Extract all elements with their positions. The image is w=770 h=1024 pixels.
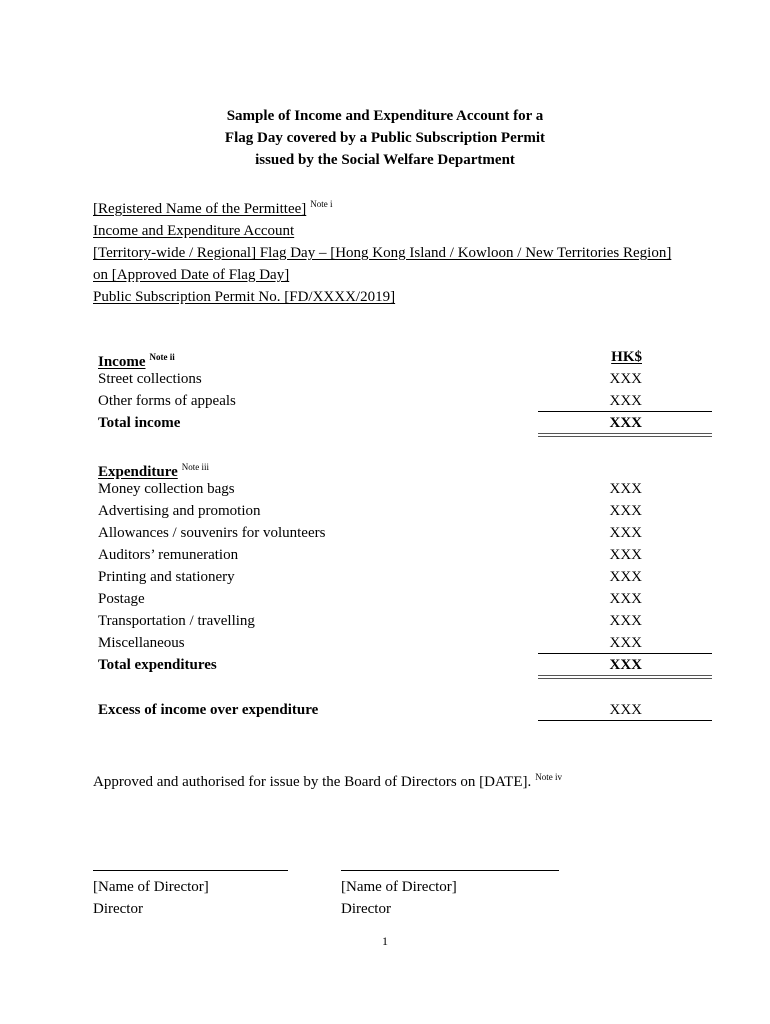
- expenditure-item-label: Money collection bags: [98, 481, 235, 497]
- expenditure-item-row: [98, 544, 712, 566]
- expenditure-item-label: Advertising and promotion: [98, 503, 261, 519]
- expenditure-note: Note iii: [181, 462, 209, 472]
- expenditure-item-row: [98, 566, 712, 588]
- income-item-label: Street collections: [98, 371, 202, 387]
- expenditure-item-row: [98, 478, 712, 500]
- income-note: Note ii: [149, 352, 175, 362]
- title-line-2: Flag Day covered by a Public Subscription Permit: [224, 130, 546, 146]
- flag-day-date: on [Approved Date of Flag Day]: [93, 267, 290, 283]
- permit-number: Public Subscription Permit No. [FD/XXXX/2019]: [93, 289, 396, 305]
- expenditure-heading-text: Expenditure: [98, 464, 178, 480]
- total-expenditure-row: [98, 654, 712, 676]
- excess-rule: [538, 720, 712, 721]
- expenditure-item-label: Transportation / travelling: [98, 613, 255, 629]
- page-number: 1: [382, 934, 388, 948]
- expenditure-item-row: [98, 588, 712, 610]
- income-item-row: [98, 368, 712, 390]
- income-heading-row: [98, 346, 712, 368]
- expenditure-item-amount: XXX: [609, 525, 642, 541]
- income-heading-text: Income: [98, 354, 146, 370]
- expenditure-item-amount: XXX: [609, 569, 642, 585]
- document-title: [0, 105, 770, 171]
- permittee-name-text: [Registered Name of the Permittee]: [93, 201, 307, 217]
- expenditure-item-amount: XXX: [609, 591, 642, 607]
- expenditure-total-double-rule: [538, 675, 712, 679]
- total-expenditure-label: Total expenditures: [98, 657, 217, 673]
- income-item-row: [98, 390, 712, 412]
- expenditure-item-amount: XXX: [609, 635, 642, 651]
- income-item-label: Other forms of appeals: [98, 393, 236, 409]
- approval-note: Note iv: [535, 772, 562, 782]
- excess-row: [98, 699, 712, 721]
- income-item-amount: XXX: [609, 371, 642, 387]
- signature-line-2: [341, 870, 559, 871]
- signature-line-1: [93, 870, 288, 871]
- total-income-amount: XXX: [609, 415, 642, 431]
- expenditure-item-label: Postage: [98, 591, 145, 607]
- expenditure-item-amount: XXX: [609, 481, 642, 497]
- expenditure-item-label: Auditors’ remuneration: [98, 547, 239, 563]
- expenditure-item-amount: XXX: [609, 503, 642, 519]
- director-name-1: [Name of Director]: [93, 879, 209, 895]
- director-name-2: [Name of Director]: [341, 879, 457, 895]
- title-line-1: Sample of Income and Expenditure Account for a: [226, 108, 544, 124]
- total-income-label: Total income: [98, 415, 181, 431]
- expenditure-item-amount: XXX: [609, 613, 642, 629]
- expenditure-item-row: [98, 632, 712, 654]
- director-role-2: Director: [341, 901, 391, 917]
- expenditure-item-amount: XXX: [609, 547, 642, 563]
- director-role-1: Director: [93, 901, 143, 917]
- account-header: [93, 193, 671, 308]
- excess-label: Excess of income over expenditure: [98, 702, 319, 718]
- expenditure-item-row: [98, 610, 712, 632]
- expenditure-item-label: Allowances / souvenirs for volunteers: [98, 525, 326, 541]
- permittee-note: Note i: [310, 199, 333, 209]
- expenditure-item-label: Printing and stationery: [98, 569, 235, 585]
- flag-day-scope: [Territory-wide / Regional] Flag Day – [Hong Kong Island / Kowloon / New Territories Region]: [93, 245, 672, 261]
- title-line-3: issued by the Social Welfare Department: [255, 152, 515, 168]
- income-total-double-rule: [538, 433, 712, 437]
- expenditure-item-row: [98, 522, 712, 544]
- account-title: Income and Expenditure Account: [93, 223, 295, 239]
- expenditure-heading-row: [98, 456, 712, 478]
- total-income-row: [98, 412, 712, 434]
- excess-amount: XXX: [609, 702, 642, 718]
- income-item-amount: XXX: [609, 393, 642, 409]
- approval-text: Approved and authorised for issue by the Board of Directors on [DATE].: [93, 774, 532, 790]
- approval-statement: [93, 766, 562, 793]
- expenditure-item-label: Miscellaneous: [98, 635, 185, 651]
- permittee-name: [93, 193, 671, 220]
- currency-heading: HK$: [611, 349, 642, 365]
- expenditure-item-row: [98, 500, 712, 522]
- total-expenditure-amount: XXX: [609, 657, 642, 673]
